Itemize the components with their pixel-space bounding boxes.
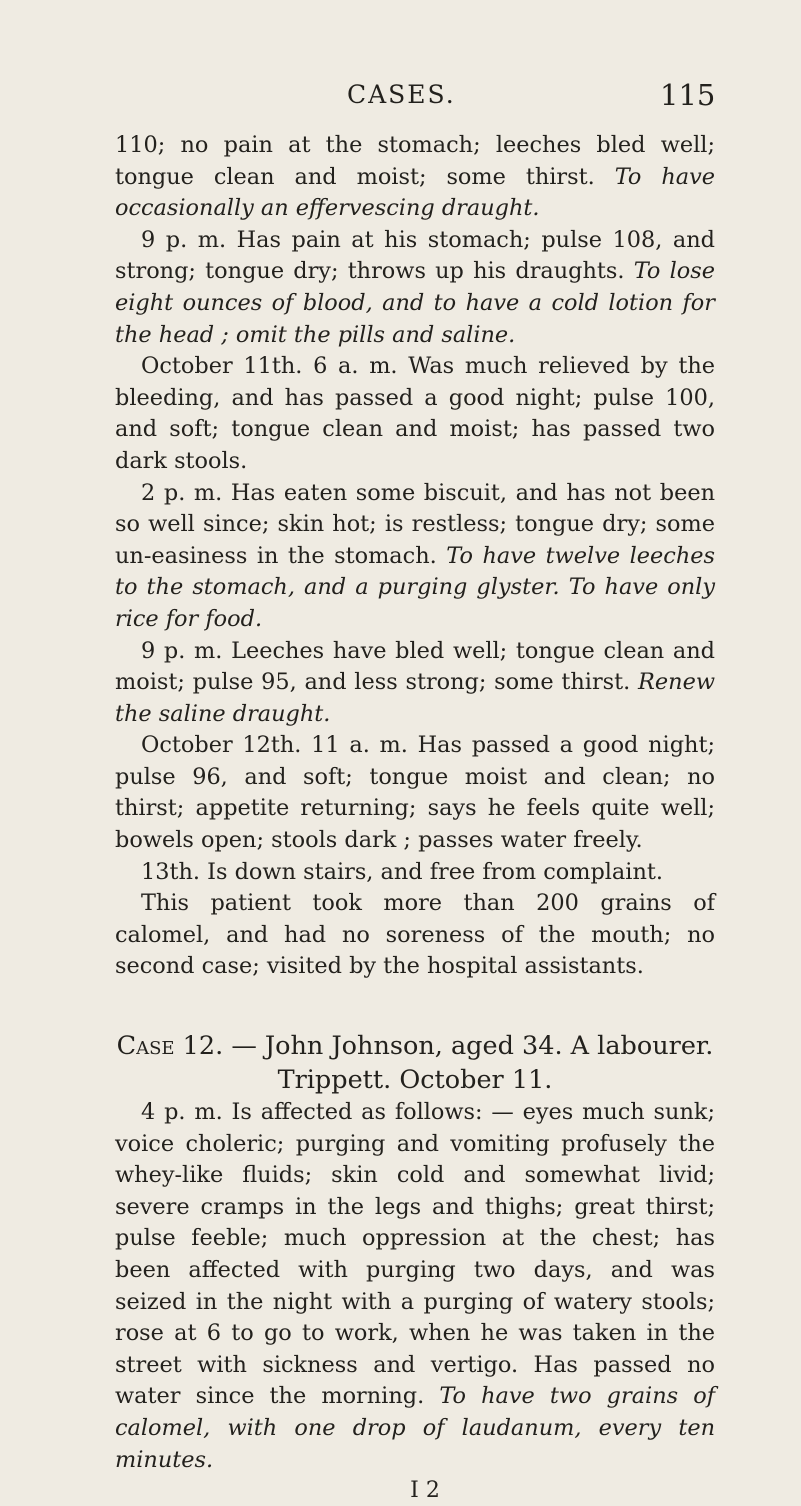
paragraph xyxy=(115,225,715,351)
paragraph xyxy=(115,130,715,225)
text-run: October 11th. 6 a. m. Was much relieved by the bleeding, and has passed a good night; pulse 100, and soft; tongue clean and moist; has passed two dark stools. xyxy=(115,353,715,474)
signature-mark: I 2 xyxy=(410,1478,440,1504)
text-run: 110; no pain at the stomach; leeches bled well; tongue clean and moist; some thirst. xyxy=(115,132,715,190)
paragraph xyxy=(115,478,715,636)
italic-instruction: To have occasionally an effervescing draught. xyxy=(115,163,715,222)
case-heading xyxy=(115,1029,715,1097)
text-run: This patient took more than 200 grains of calomel, and had no soreness of the mouth; no second case; visited by the hospital assistants. xyxy=(115,890,715,980)
paragraph xyxy=(115,857,715,889)
text-run: 13th. Is down stairs, and free from complaint. xyxy=(141,858,663,885)
italic-instruction: To have twelve leeches to the stomach, and a purging glyster. To have only rice for food. xyxy=(115,542,715,632)
italic-instruction: To have two grains of calomel, with one drop of laudanum, every ten minutes. xyxy=(115,1383,715,1473)
case-label: Case 12. xyxy=(116,1031,224,1062)
text-run: 9 p. m. Has pain at his stomach; pulse 108, and strong; tongue dry; throws up his draughts. xyxy=(115,226,715,285)
running-head: CASES. xyxy=(347,80,456,109)
page-number: 115 xyxy=(660,78,716,112)
body-text xyxy=(115,130,715,1506)
page-header xyxy=(0,78,801,118)
case-heading-line2: Trippett. October 11. xyxy=(277,1065,553,1096)
italic-instruction: To lose eight ounces of blood, and to have a cold lotion for the head ; omit the pills and saline. xyxy=(115,258,715,348)
paragraph xyxy=(115,1097,715,1476)
text-run: 2 p. m. Has eaten some biscuit, and has not been so well since; skin hot; is restless; tongue dry; some un-easiness in the stomach. xyxy=(115,479,715,569)
paragraph xyxy=(115,351,715,477)
text-run: 9 p. m. Leeches have bled well; tongue clean and moist; pulse 95, and less strong; some thirst. xyxy=(115,637,715,696)
text-run: October 12th. 11 a. m. Has passed a good night; pulse 96, and soft; tongue moist and clean; no thirst; appetite returning; says he feels quite well; bowels open; stools dark ; passes water freely. xyxy=(115,732,715,854)
paragraph xyxy=(115,888,715,983)
text-run: 4 p. m. Is affected as follows: — eyes much sunk; voice choleric; purging and vomiting profusely the whey-like fluids; skin cold and somewhat livid; severe cramps in the legs and thighs; great thirst; pulse feeble; much oppression at the chest; has been affected with purging two days, and was seized in the night with a purging of watery stools; rose at 6 to go to work, when he was taken in the street with sickness and vertigo. Has passed no water since the morning. xyxy=(115,1099,715,1410)
paragraph xyxy=(115,636,715,731)
paragraph xyxy=(115,730,715,856)
italic-instruction: Renew the saline draught. xyxy=(115,669,715,727)
case-heading-line1: — John Johnson, aged 34. A labourer. xyxy=(223,1031,714,1062)
